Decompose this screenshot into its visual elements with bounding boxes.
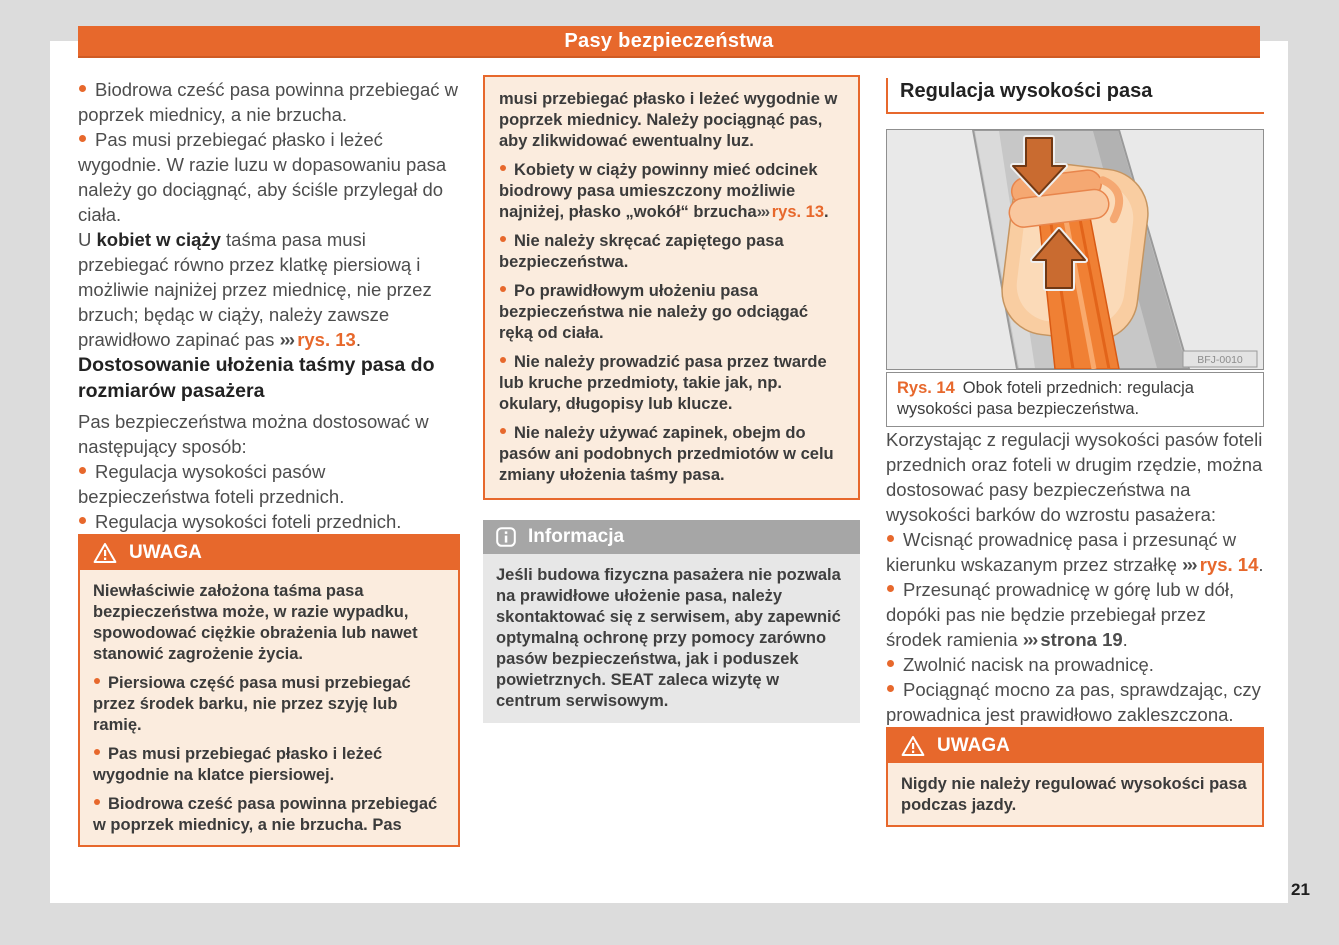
warning-lead-continuation: musi przebiegać płasko i leżeć wygodnie w poprzek miednicy. Należy pociągnąć pas, aby zlikwidować ewentualny luz. <box>499 90 838 150</box>
figure-belt-height-adjuster <box>886 129 1264 370</box>
bullet-icon <box>94 749 100 755</box>
warning-bullet: Po prawidłowym ułożeniu pasa bezpieczeństwa nie należy go odciągać ręką od ciała. <box>499 282 809 342</box>
bullet-icon <box>500 236 506 242</box>
info-box-header <box>483 520 860 554</box>
figure-illustration <box>887 130 1263 369</box>
bullet-icon <box>500 428 506 434</box>
warning-bullet: Nie należy prowadzić pasa przez twarde lub kruche przedmioty, takie jak, np. okulary, długopisy lub klucze. <box>499 353 827 413</box>
figure-caption <box>886 372 1264 427</box>
warning-box-body <box>80 570 458 845</box>
warning-bullet: Piersiowa część pasa musi przebiegać przez środek barku, nie przez szyję lub ramię. <box>93 674 411 734</box>
subsection-heading: Dostosowanie ułożenia taśmy pasa do rozmiarów pasażera <box>78 354 435 402</box>
bullet-icon <box>500 165 506 171</box>
warning-bullet: Pas musi przebiegać płasko i leżeć wygodnie na klatce piersiowej. <box>93 745 383 784</box>
page-title: Pasy bezpieczeństwa <box>564 29 774 52</box>
bullet-item: Biodrowa cześć pasa powinna przebiegać w poprzek miednicy, a nie brzucha. <box>78 79 459 125</box>
warning-box-header <box>80 536 458 570</box>
paragraph-intro: Pas bezpieczeństwa można dostosować w następujący sposób: <box>78 411 429 457</box>
bullet-item: Przesunąć prowadnicę w górę lub w dół, dopóki pas nie będzie przebiegał przez środek ramienia ››› strona 19. <box>886 579 1235 650</box>
paragraph-pregnant: U kobiet w ciąży taśma pasa musi przebiegać równo przez klatkę piersiową i możliwie najniżej przez miednicę, nie przez brzuch; będąc w ciąży, należy zawsze prawidłowo zapinać pas ››› rys. 13. <box>78 229 432 350</box>
page-number: 21 <box>1291 880 1310 899</box>
info-title: Informacja <box>528 526 625 547</box>
bullet-icon <box>887 660 894 667</box>
bullet-item: Wcisnąć prowadnicę pasa i przesunąć w kierunku wskazanym przez strzałkę ››› rys. 14. <box>886 529 1264 575</box>
bullet-icon <box>887 535 894 542</box>
warning-box <box>78 534 460 847</box>
reference-arrows: ››› <box>1022 629 1041 650</box>
figure-reference-link[interactable]: rys. 14 <box>1199 554 1259 575</box>
paragraph-intro: Korzystając z regulacji wysokości pasów foteli przednich oraz foteli w drugim rzędzie, można dostosować pasy bezpieczeństwa na wysokości barków do wzrostu pasażera: <box>886 429 1263 525</box>
bullet-icon <box>79 517 86 524</box>
reference-arrows: ››› <box>756 203 772 221</box>
bullet-item: Regulacja wysokości pasów bezpieczeństwa foteli przednich. <box>78 461 345 507</box>
figure-reference-link[interactable]: rys. 13 <box>771 203 825 221</box>
warning-bullet: Kobiety w ciąży powinny mieć odcinek biodrowy pasa umieszczony możliwie najniżej, płasko „wokół“ brzucha››› rys. 13. <box>499 161 829 221</box>
column-left <box>78 77 460 847</box>
bullet-icon <box>887 685 894 692</box>
bullet-item: Zwolnić nacisk na prowadnicę. <box>886 652 1264 677</box>
bullet-icon <box>79 467 86 474</box>
bullet-icon <box>79 85 86 92</box>
info-box-body <box>483 554 860 723</box>
warning-box <box>886 727 1264 827</box>
warning-title: UWAGA <box>937 735 1010 756</box>
reference-arrows: ››› <box>1182 554 1200 575</box>
bullet-icon <box>94 799 100 805</box>
bullet-icon <box>887 585 894 592</box>
bold-phrase: kobiet w ciąży <box>96 229 221 250</box>
warning-box-continuation <box>483 75 860 500</box>
section-heading: Regulacja wysokości pasa <box>886 78 1264 114</box>
bullet-item: Regulacja wysokości foteli przednich. <box>78 509 460 534</box>
info-icon <box>496 527 516 547</box>
bullet-icon <box>79 135 86 142</box>
warning-box-body <box>888 763 1262 825</box>
bullet-item: Pociągnąć mocno za pas, sprawdzając, czy prowadnica jest prawidłowo zakleszczona. <box>886 679 1261 725</box>
figure-reference-link[interactable]: rys. 13 <box>297 329 356 350</box>
warning-title: UWAGA <box>129 542 202 563</box>
warning-triangle-icon <box>93 542 117 564</box>
info-text: Jeśli budowa fizyczna pasażera nie pozwala na prawidłowe ułożenie pasa, należy skontaktować się z serwisem, aby zapewnić optymalną ochronę przy pomocy zarówno pasów bezpieczeństwa, jak i poduszek powietrznych. SEAT zaleca wizytę w centrum serwisowym. <box>496 566 841 710</box>
column-right <box>886 78 1264 827</box>
figure-caption-label: Rys. 14 <box>897 379 955 397</box>
warning-lead: Niewłaściwie założona taśma pasa bezpieczeństwa może, w razie wypadku, spowodować ciężkie obrażenia lub nawet stanowić zagrożenie życia. <box>93 582 418 663</box>
warning-triangle-icon <box>901 735 925 757</box>
warning-lead: Nigdy nie należy regulować wysokości pasa podczas jazdy. <box>901 775 1247 814</box>
info-box <box>483 520 860 723</box>
figure-watermark: BFJ-0010 <box>1197 354 1243 366</box>
page-reference-link[interactable]: strona 19 <box>1040 629 1123 650</box>
warning-bullet: Biodrowa cześć pasa powinna przebiegać w poprzek miednicy, a nie brzucha. Pas <box>93 795 438 834</box>
page-header-bar <box>78 26 1260 58</box>
warning-box-header <box>888 729 1262 763</box>
bullet-item: Pas musi przebiegać płasko i leżeć wygodnie. W razie luzu w dopasowaniu pasa należy go dociągnąć, aby ściśle przylegał do ciała. <box>78 129 447 225</box>
bullet-icon <box>500 357 506 363</box>
warning-bullet: Nie należy używać zapinek, obejm do pasów ani podobnych przedmiotów w celu zmiany ułożenia taśmy pasa. <box>499 424 834 484</box>
figure-caption-text: Obok foteli przednich: regulacja wysokości pasa bezpieczeństwa. <box>897 379 1194 418</box>
bullet-icon <box>94 678 100 684</box>
reference-arrows: ››› <box>279 329 298 350</box>
column-middle <box>483 75 860 723</box>
bullet-icon <box>500 286 506 292</box>
warning-bullet: Nie należy skręcać zapiętego pasa bezpieczeństwa. <box>499 232 784 271</box>
